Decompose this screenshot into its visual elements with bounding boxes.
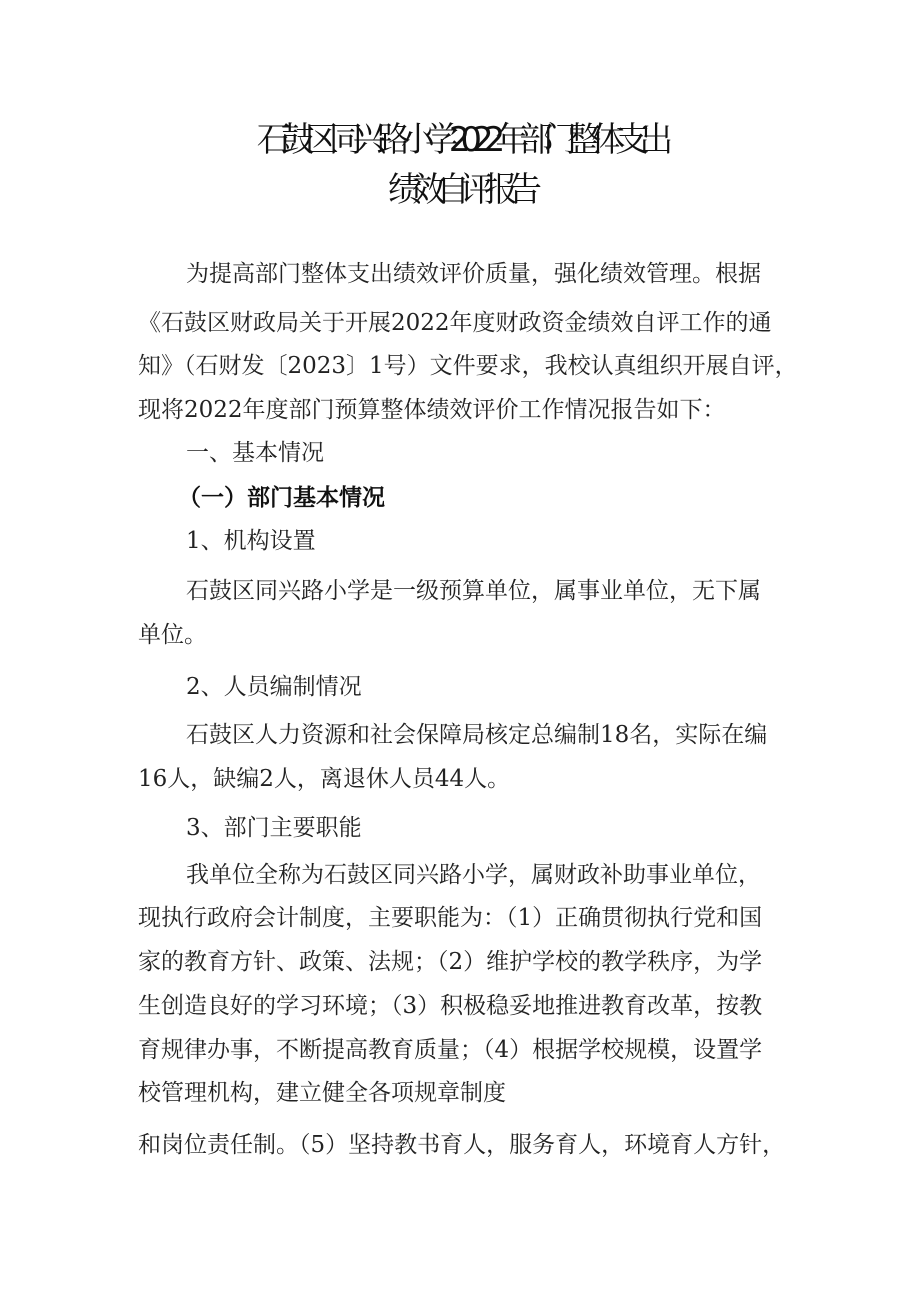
item-body-line: 我单位全称为石鼓区同兴路小学，属财政补助事业单位， bbox=[186, 862, 761, 888]
item-body-line: 和岗位责任制。（5）坚持教书育人，服务育人，环境育人方针， bbox=[138, 1132, 786, 1158]
item-body-line: 育规律办事，不断提高教育质量；（4）根据学校规模，设置学 bbox=[138, 1037, 763, 1063]
document-title-line-1: 石鼓区同兴路小学2022年部门整体支出 bbox=[256, 120, 664, 160]
item-heading-staffing: 2、人员编制情况 bbox=[186, 674, 362, 700]
intro-line-1: 为提高部门整体支出绩效评价质量，强化绩效管理。根据 bbox=[186, 261, 761, 287]
item-body-line: 现执行政府会计制度，主要职能为：（1）正确贯彻执行党和国 bbox=[138, 905, 763, 931]
document-title-line-2: 绩效自评报告 bbox=[388, 170, 532, 210]
item-body-line: 生创造良好的学习环境；（3）积极稳妥地推进教育改革，按教 bbox=[138, 993, 763, 1019]
item-body-line: 校管理机构，建立健全各项规章制度 bbox=[138, 1080, 506, 1106]
item-body-line: 家的教育方针、政策、法规；（2）维护学校的教学秩序，为学 bbox=[138, 949, 763, 975]
item-heading-organization: 1、机构设置 bbox=[186, 528, 316, 554]
intro-line-2: 《石鼓区财政局关于开展2022年度财政资金绩效自评工作的通 bbox=[138, 310, 772, 336]
item-body-line: 石鼓区人力资源和社会保障局核定总编制18名，实际在编 bbox=[186, 722, 768, 748]
item-heading-functions: 3、部门主要职能 bbox=[186, 815, 362, 841]
intro-line-3: 知》（石财发〔2023〕1号）文件要求，我校认真组织开展自评， bbox=[138, 353, 798, 379]
item-body-line: 16人，缺编2人，离退休人员44人。 bbox=[138, 766, 511, 792]
item-body-line: 石鼓区同兴路小学是一级预算单位，属事业单位，无下属 bbox=[186, 578, 761, 604]
section-heading-basic: 一、基本情况 bbox=[186, 440, 324, 466]
intro-line-4: 现将2022年度部门预算整体绩效评价工作情况报告如下： bbox=[138, 397, 726, 423]
item-body-line: 单位。 bbox=[138, 622, 207, 648]
subsection-heading-dept: （一）部门基本情况 bbox=[178, 485, 385, 511]
